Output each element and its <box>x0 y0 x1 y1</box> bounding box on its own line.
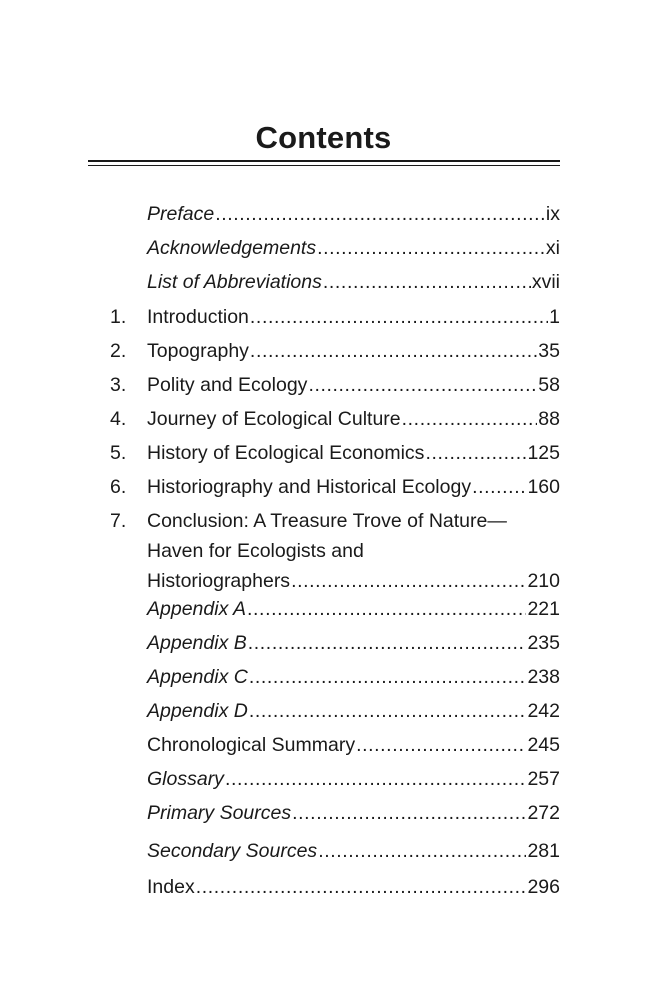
toc-entry-title: Appendix C <box>147 666 248 688</box>
toc-entry-title: Primary Sources <box>147 802 292 824</box>
dot-leader <box>291 567 526 596</box>
toc-entry-line <box>147 873 560 902</box>
toc-entry-title-line: Conclusion: A Treasure Trove of Nature— <box>147 510 507 532</box>
dot-leader <box>323 268 531 297</box>
toc-entry-page-number: 125 <box>527 442 560 464</box>
toc-entry-number: 6. <box>110 476 127 498</box>
dot-leader <box>292 799 526 828</box>
dot-leader <box>225 765 527 794</box>
dot-leader <box>250 303 548 332</box>
title-rule-thick <box>88 160 560 162</box>
toc-entry-title: Appendix B <box>147 632 247 654</box>
toc-entry-title: Index <box>147 876 195 898</box>
dot-leader <box>247 595 526 624</box>
toc-entry-number: 2. <box>110 340 127 362</box>
toc-entry-title: Topography <box>147 340 249 362</box>
toc-entry-line <box>147 629 560 658</box>
toc-entry-line <box>147 268 560 297</box>
toc-entry-title: Introduction <box>147 306 249 328</box>
toc-entry-page-number: 281 <box>527 840 560 862</box>
toc-entry-line <box>147 799 560 828</box>
dot-leader <box>317 234 545 263</box>
toc-entry-line <box>147 473 560 502</box>
dot-leader <box>318 837 526 866</box>
toc-entry-line <box>147 837 560 866</box>
toc-entry-title: Secondary Sources <box>147 840 318 862</box>
toc-entry-number: 5. <box>110 442 127 464</box>
toc-entry-line <box>147 303 560 332</box>
dot-leader <box>356 731 526 760</box>
toc-entry-page-number: 296 <box>527 876 560 898</box>
toc-entry-page-number: 272 <box>527 802 560 824</box>
toc-entry-title: History of Ecological Economics <box>147 442 425 464</box>
toc-entry-page-number: 1 <box>549 306 560 328</box>
toc-entry-number: 4. <box>110 408 127 430</box>
toc-entry-page-number: 238 <box>527 666 560 688</box>
toc-entry-line <box>147 439 560 468</box>
toc-entry-title: Journey of Ecological Culture <box>147 408 401 430</box>
toc-entry-page-number: 210 <box>527 570 560 592</box>
dot-leader <box>472 473 526 502</box>
dot-leader <box>250 337 537 366</box>
toc-entry-page-number: 245 <box>527 734 560 756</box>
toc-entry-page-number: 235 <box>527 632 560 654</box>
dot-leader <box>248 629 527 658</box>
toc-entry-line <box>147 371 560 400</box>
toc-entry-title: Chronological Summary <box>147 734 356 756</box>
toc-entry-number: 3. <box>110 374 127 396</box>
toc-entry-page-number: ix <box>545 203 560 225</box>
toc-entry-line <box>147 405 560 434</box>
toc-entry-line <box>147 697 560 726</box>
toc-entry-line <box>147 731 560 760</box>
toc-entry-page-number: 35 <box>538 340 560 362</box>
toc-entry-page-number: 257 <box>527 768 560 790</box>
toc-entry-line <box>147 765 560 794</box>
toc-entry-line <box>147 200 560 229</box>
toc-entry-title: Historiography and Historical Ecology <box>147 476 472 498</box>
dot-leader <box>196 873 527 902</box>
toc-entry-title: Acknowledgements <box>147 237 317 259</box>
toc-entry-title: Historiographers <box>147 570 291 592</box>
dot-leader <box>402 405 538 434</box>
toc-entry-line <box>147 234 560 263</box>
toc-entry-page-number: 242 <box>527 700 560 722</box>
toc-entry-title-line: Haven for Ecologists and <box>147 540 364 562</box>
toc-entry-page-number: 58 <box>538 374 560 396</box>
toc-entry-line <box>147 663 560 692</box>
dot-leader <box>425 439 526 468</box>
toc-entry-line <box>147 595 560 624</box>
toc-entry-title: List of Abbreviations <box>147 271 322 293</box>
toc-entry-number: 7. <box>110 510 127 532</box>
dot-leader <box>308 371 537 400</box>
toc-entry-page-number: xi <box>545 237 560 259</box>
page-title: Contents <box>255 120 392 155</box>
dot-leader <box>249 697 527 726</box>
toc-entry-title: Appendix A <box>147 598 247 620</box>
dot-leader <box>249 663 527 692</box>
toc-entry-title: Appendix D <box>147 700 248 722</box>
dot-leader <box>215 200 545 229</box>
toc-entry-title: Preface <box>147 203 215 225</box>
title-rule-thin <box>88 165 560 166</box>
toc-entry-title: Polity and Ecology <box>147 374 308 396</box>
toc-entry-line <box>147 567 560 596</box>
toc-entry-line <box>147 337 560 366</box>
toc-entry-page-number: 160 <box>527 476 560 498</box>
toc-entry-page-number: xvii <box>531 271 560 293</box>
toc-entry-page-number: 88 <box>538 408 560 430</box>
toc-entry-title: Glossary <box>147 768 224 790</box>
toc-entry-number: 1. <box>110 306 127 328</box>
toc-entry-page-number: 221 <box>527 598 560 620</box>
